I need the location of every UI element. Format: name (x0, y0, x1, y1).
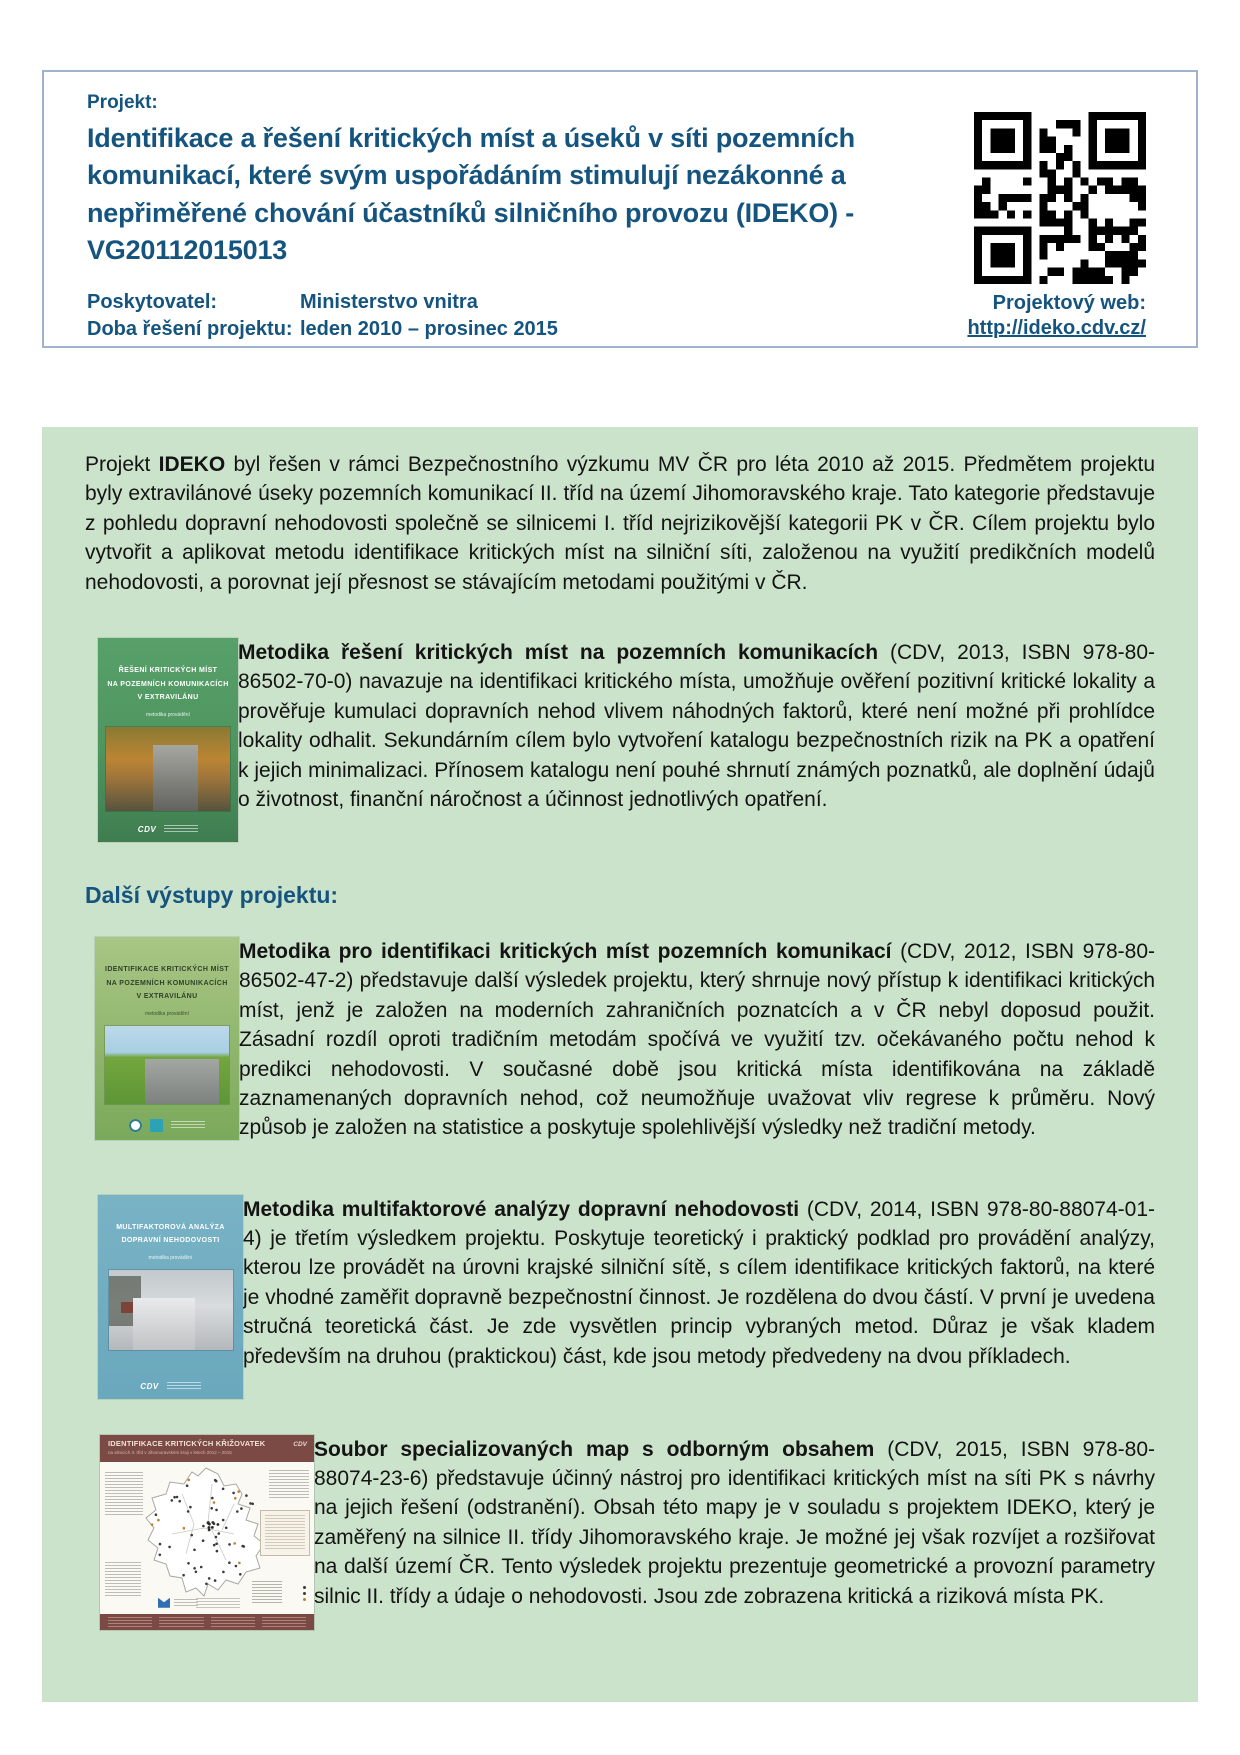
cdv-logo: CDV (293, 1440, 307, 1448)
intro-paragraph (85, 450, 1155, 597)
road-shape (133, 1298, 195, 1350)
road-shape (153, 745, 198, 811)
duration-label: Doba řešení projektu: (87, 318, 293, 340)
intro-pre: Projekt (85, 453, 159, 476)
duration-row (87, 316, 923, 343)
publication-section-3 (85, 1195, 1155, 1399)
intro-post: byl řešen v rámci Bezpečnostního výzkumu MV ČR pro léta 2010 až 2015. Předmětem projektu byly extravilánové úseky pozemních komunikací II. tříd na území Jihomoravského kraje. Tato kategorie představuje z pohledu dopravní nehodovosti společně se silnicemi I. tříd nejrizikovější kategorii PK v ČR. Cílem projektu bylo vytvořit a aplikovat metodu identifikace kritických míst na silniční síti, založenou na využití predikčních modelů nehodovosti, a porovnat její přesnost se stávajícím metodami použitými v ČR. (85, 453, 1155, 594)
intro-project-name: IDEKO (158, 453, 226, 476)
publication-section-4 (85, 1435, 1155, 1630)
publication-title: Metodika pro identifikaci kritických míst pozemních komunikací (239, 939, 892, 963)
winter-road-photo (109, 1270, 233, 1350)
book-cover-reseni-kritickych-mist (98, 638, 238, 842)
publication-title: Soubor specializovaných map s odborným obsahem (314, 1437, 875, 1461)
cover-title-line: IDENTIFIKACE KRITICKÝCH MÍST (105, 965, 229, 973)
qr-code-svg (974, 112, 1146, 284)
cover-title-line: ŘEŠENÍ KRITICKÝCH MÍST (118, 666, 218, 674)
qr-code-icon (974, 112, 1146, 284)
duration-value: leden 2010 – prosinec 2015 (300, 318, 558, 340)
cover-title-line: V EXTRAVILÁNU (137, 694, 199, 702)
project-web-label: Projektový web: (992, 292, 1146, 314)
cdv-logo (129, 1119, 142, 1132)
project-meta (87, 289, 923, 343)
map-body (100, 1462, 314, 1614)
map-text-block (105, 1562, 141, 1596)
cover-title-line: NA POZEMNÍCH KOMUNIKACÍCH (107, 680, 229, 688)
map-text-block (105, 1472, 143, 1516)
road-shape (145, 1059, 219, 1104)
header-right-column (923, 92, 1168, 346)
cover-title-line: DOPRAVNÍ NEHODOVOSTI (121, 1237, 220, 1245)
cover-title-line: NA POZEMNÍCH KOMUNIKACÍCH (106, 979, 228, 987)
autumn-road-photo (106, 727, 230, 811)
specialized-map-thumbnail (100, 1435, 314, 1630)
project-header-box (42, 70, 1198, 348)
cover-title-line: MULTIFAKTOROVÁ ANALÝZA (116, 1223, 225, 1231)
publisher-logo (164, 825, 198, 834)
cdv-logo: CDV (137, 824, 157, 834)
footer-text-col (159, 1617, 203, 1627)
map-legend (252, 1581, 308, 1607)
ministry-logo (150, 1119, 163, 1132)
inset-lines (265, 1515, 305, 1549)
provider-value: Ministerstvo vnitra (300, 291, 478, 313)
publication-text: (CDV, 2015, ISBN 978-80-88074-23-6) představuje účinný nástroj pro identifikaci kritických míst na síti PK s návrhy na jejich řešení (odstranění). Obsah této mapy je v souladu s projektem IDEKO, který je zaměřený na silnice II. třídy Jihomoravského kraje. Je možné jej však rozvíjet a rozšiřovat na další území ČR. Tento výsledek projektu prezentuje geometrické a provozní parametry silnic II. třídy a údaje o nehodovosti. Jsou zde zobrazena kritická a riziková místa PK. (314, 1437, 1156, 1608)
map-inset-box (260, 1510, 310, 1556)
map-footer-band (100, 1614, 314, 1630)
cover-logos (110, 825, 226, 834)
provider-row (87, 289, 923, 316)
legend-dots (303, 1583, 306, 1604)
publication-title: Metodika řešení kritických míst na pozemních komunikacích (238, 640, 879, 664)
map-header-band (100, 1435, 314, 1462)
provider-label: Poskytovatel: (87, 291, 218, 313)
publisher-logo (167, 1382, 201, 1391)
publication-section-1 (85, 638, 1155, 842)
cover-title-line: V EXTRAVILÁNU (136, 993, 198, 1001)
region-map-svg (142, 1464, 270, 1604)
cover-subtitle: metodika provádění (148, 1254, 193, 1261)
publication-paragraph (238, 638, 1155, 814)
footer-text-col (108, 1617, 152, 1627)
publication-paragraph (314, 1435, 1155, 1611)
footer-text-col (262, 1617, 306, 1627)
cdv-logo: CDV (140, 1381, 159, 1391)
publication-text: (CDV, 2014, ISBN 978-80-88074-01-4) je třetím výsledkem projektu. Poskytuje teoretický i praktický podklad pro provádění analýzy, kterou lze provádět na úrovni krajské silniční sítě, s cílem identifikace kritických faktorů, na které je vhodné zaměřit dopravně bezpečnostní činnost. Je rozdělena do dvou částí. V první je uvedena stručná teoretická část. Je zde vysvětlen princip vybraných metod. Důraz je však kladem především na druhou (praktickou) část, kde jsou metody předvedeny na dvou příkladech. (243, 1197, 1156, 1368)
publication-paragraph (243, 1195, 1155, 1371)
cover-subtitle: metodika provádění (146, 711, 190, 718)
publication-text: (CDV, 2013, ISBN 978-80-86502-70-0) navazuje na identifikaci kritického místa, umožňuje ověření pozitivní kritické lokality a prověřuje kumulaci dopravních nehod vlivem náhodných faktorů, které není možné při prohlídce lokality odhalit. Sekundárním cílem bylo vytvoření katalogu bezpečnostních rizik na PK a opatření k jejich minimalizaci. Přínosem katalogu není pouhé shrnutí známých poznatků, ale doplnění údajů o životnost, finanční náročnost a účinnost jednotlivých opatření. (238, 640, 1155, 811)
cover-logos (107, 1119, 227, 1132)
publication-title: Metodika multifaktorové analýzy dopravní nehodovosti (243, 1197, 800, 1221)
map-scale (196, 1598, 240, 1610)
cover-logos (110, 1382, 231, 1391)
project-label: Projekt: (87, 92, 158, 113)
map-title: IDENTIFIKACE KRITICKÝCH KŘIŽOVATEK (108, 1438, 266, 1448)
legend-lines (252, 1581, 282, 1603)
outputs-heading: Další výstupy projektu: (85, 881, 339, 908)
header-left-column (87, 92, 923, 346)
logo-caption (174, 1599, 198, 1607)
cover-title (98, 664, 238, 705)
cover-subtitle: metodika provádění (145, 1010, 189, 1017)
map-subtitle: na silnicích II. tříd v Jihomoravském kraji v letech 2012 – 2015 (108, 1449, 232, 1455)
cover-title (95, 963, 239, 1004)
page-title: Identifikace a řešení kritických míst a úseků v síti pozemních komunikací, které svým uspořádáním stimulují nezákonné a nepřiměřené chování účastníků silničního provozu (IDEKO) - VG20112015013 (87, 123, 855, 265)
cover-title (98, 1221, 243, 1248)
publisher-logo (171, 1121, 205, 1130)
publication-paragraph (239, 937, 1155, 1143)
book-cover-identifikace-kritickych-mist (95, 937, 239, 1140)
footer-text-col (211, 1617, 255, 1627)
project-web-link[interactable]: http://ideko.cdv.cz/ (967, 317, 1146, 339)
publication-section-2 (85, 937, 1155, 1143)
publication-text: (CDV, 2012, ISBN 978-80-86502-47-2) představuje další výsledek projektu, který shrnuje nový přístup k identifikaci kritických míst, jenž je založen na moderních zahraničních poznatcích a v ČR nebyl doposud použit. Zásadní rozdíl oproti tradičním metodám spočívá ve využití tzv. očekávaného počtu nehod k predikci nehodovosti. V současné době jsou kritická místa identifikována na základě zaznamenaných dopravních nehod, což neumožňuje uvažovat vliv regrese k průměru. Nový způsob je založen na statistice a poskytuje spolehlivější výsledky než tradiční metody. (239, 939, 1155, 1140)
book-cover-multifaktorova-analyza (98, 1195, 243, 1399)
content-panel (42, 427, 1198, 1702)
summer-road-photo (105, 1026, 229, 1104)
map-text-block (269, 1470, 309, 1500)
